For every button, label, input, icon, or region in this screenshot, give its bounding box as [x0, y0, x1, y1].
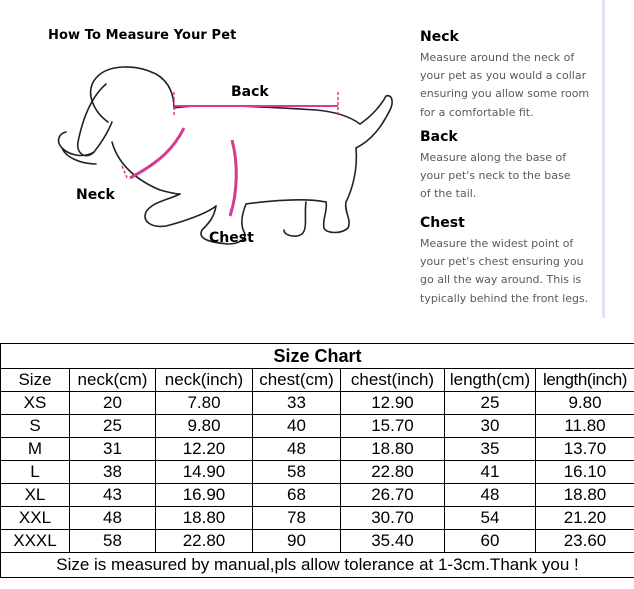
- table-cell: 38: [70, 461, 156, 484]
- header-size: Size: [1, 369, 70, 392]
- table-cell: 16.10: [536, 461, 634, 484]
- table-cell: 35.40: [341, 530, 445, 553]
- table-cell: 78: [253, 507, 341, 530]
- label-back: Back: [231, 84, 269, 100]
- definition-chest: [420, 215, 600, 308]
- header-length-inch: length(inch): [536, 369, 634, 392]
- header-chest-inch: chest(inch): [341, 369, 445, 392]
- definition-text: Measure along the base of your pet's neck to the base of the tail.: [420, 151, 571, 201]
- table-cell: L: [1, 461, 70, 484]
- dog-ear-outline: [78, 84, 112, 156]
- table-row: [1, 415, 634, 438]
- dog-head-outline: [91, 67, 174, 122]
- chest-measure-line: [230, 140, 236, 216]
- header-neck-inch: neck(inch): [156, 369, 253, 392]
- table-cell: 31: [70, 438, 156, 461]
- guide-title: How To Measure Your Pet: [48, 28, 237, 43]
- definition-back: [420, 129, 600, 204]
- table-cell: XS: [1, 392, 70, 415]
- divider: [602, 0, 605, 318]
- table-cell: 48: [445, 484, 536, 507]
- table-cell: 12.90: [341, 392, 445, 415]
- table-cell: 14.90: [156, 461, 253, 484]
- table-cell: M: [1, 438, 70, 461]
- dog-illustration: [56, 52, 396, 282]
- table-cell: 90: [253, 530, 341, 553]
- table-cell: 16.90: [156, 484, 253, 507]
- table-cell: 18.80: [341, 438, 445, 461]
- table-cell: 13.70: [536, 438, 634, 461]
- definition-text: Measure the widest point of your pet's chest ensuring you go all the way around. This is typically behind the front legs.: [420, 237, 589, 305]
- table-cell: 12.20: [156, 438, 253, 461]
- table-row: [1, 530, 634, 553]
- table-cell: 58: [253, 461, 341, 484]
- definition-heading: Back: [420, 129, 458, 145]
- dog-belly-outline: [246, 200, 326, 204]
- header-neck-cm: neck(cm): [70, 369, 156, 392]
- table-cell: XXXL: [1, 530, 70, 553]
- table-cell: 20: [70, 392, 156, 415]
- table-cell: 33: [253, 392, 341, 415]
- table-header-row: [1, 369, 634, 392]
- definition-neck: [420, 29, 600, 122]
- table-cell: 48: [70, 507, 156, 530]
- table-cell: XL: [1, 484, 70, 507]
- table-cell: 35: [445, 438, 536, 461]
- table-cell: 22.80: [156, 530, 253, 553]
- label-chest: Chest: [209, 230, 254, 246]
- table-cell: 9.80: [536, 392, 634, 415]
- definition-heading: Chest: [420, 215, 465, 231]
- table-cell: 11.80: [536, 415, 634, 438]
- table-cell: 30: [445, 415, 536, 438]
- table-row: [1, 461, 634, 484]
- table-cell: S: [1, 415, 70, 438]
- definition-heading: Neck: [420, 29, 459, 45]
- table-cell: 18.80: [536, 484, 634, 507]
- table-cell: 43: [70, 484, 156, 507]
- tolerance-note: Size is measured by manual,pls allow tolerance at 1-3cm.Thank you !: [1, 553, 634, 578]
- table-cell: XXL: [1, 507, 70, 530]
- table-cell: 23.60: [536, 530, 634, 553]
- table-cell: 22.80: [341, 461, 445, 484]
- dog-tail-outline: [356, 96, 392, 148]
- header-chest-cm: chest(cm): [253, 369, 341, 392]
- table-cell: 9.80: [156, 415, 253, 438]
- dog-back-outline: [174, 106, 360, 124]
- table-cell: 48: [253, 438, 341, 461]
- table-cell: 54: [445, 507, 536, 530]
- table-cell: 60: [445, 530, 536, 553]
- size-chart-title: Size Chart: [1, 344, 634, 369]
- neck-measure-line: [130, 128, 184, 178]
- table-row: [1, 392, 634, 415]
- header-length-cm: length(cm): [445, 369, 536, 392]
- size-chart-table: [0, 343, 634, 578]
- table-cell: 7.80: [156, 392, 253, 415]
- dog-rear-leg-outline: [324, 148, 357, 233]
- table-row: [1, 438, 634, 461]
- table-cell: 41: [445, 461, 536, 484]
- table-cell: 25: [445, 392, 536, 415]
- table-row: [1, 507, 634, 530]
- definition-text: Measure around the neck of your pet as you would a collar ensuring you allow some room for a comfortable fit.: [420, 51, 590, 119]
- table-cell: 26.70: [341, 484, 445, 507]
- table-cell: 21.20: [536, 507, 634, 530]
- table-cell: 30.70: [341, 507, 445, 530]
- table-cell: 15.70: [341, 415, 445, 438]
- table-cell: 18.80: [156, 507, 253, 530]
- table-cell: 40: [253, 415, 341, 438]
- table-cell: 25: [70, 415, 156, 438]
- table-cell: 68: [253, 484, 341, 507]
- table-row: [1, 484, 634, 507]
- table-cell: 58: [70, 530, 156, 553]
- label-neck: Neck: [76, 187, 115, 203]
